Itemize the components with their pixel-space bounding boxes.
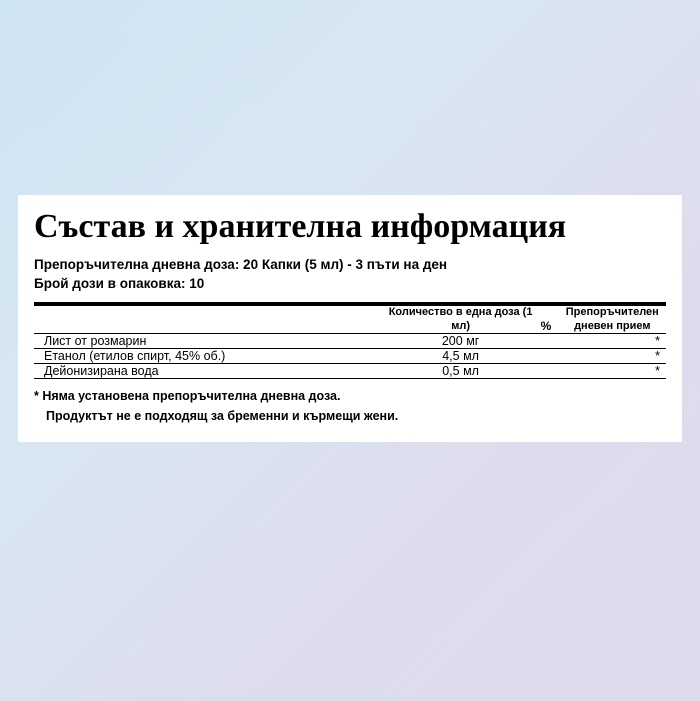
- column-header-blank: [34, 306, 388, 334]
- ingredient-name: Етанол (етилов спирт, 45% об.): [34, 349, 388, 364]
- footnotes: [34, 386, 666, 426]
- ingredient-percent: [533, 334, 558, 349]
- column-header-amount-per-serving: Количество в една доза (1 мл): [388, 305, 533, 332]
- servings-per-container-line: Брой дози в опаковка: 10: [34, 276, 205, 292]
- ingredient-amount: 200 мг: [388, 334, 533, 349]
- ingredient-name: Лист от розмарин: [34, 334, 388, 349]
- column-header-daily-value: Препоръчителен дневен прием: [565, 305, 659, 332]
- ingredient-daily-value: *: [559, 334, 666, 349]
- divider-thin-bottom: [34, 378, 666, 379]
- ingredient-percent: [533, 364, 558, 379]
- ingredient-daily-value: *: [559, 364, 666, 379]
- table-row: [34, 334, 666, 349]
- ingredient-daily-value: *: [559, 349, 666, 364]
- nutrition-facts-table: [34, 306, 666, 379]
- table-row: [34, 364, 666, 379]
- table-row: [34, 349, 666, 364]
- serving-info: [34, 255, 666, 294]
- ingredient-name: Дейонизирана вода: [34, 364, 388, 379]
- ingredient-amount: 0,5 мл: [388, 364, 533, 379]
- footnote-daily-value: * Няма установена препоръчителна дневна доза.: [34, 389, 341, 404]
- table-header-row: [34, 306, 666, 334]
- ingredient-amount: 4,5 мл: [388, 349, 533, 364]
- serving-size-line: Препоръчителна дневна доза: 20 Капки (5 мл) - 3 пъти на ден: [34, 256, 448, 272]
- page-title: Състав и хранителна информация: [34, 208, 567, 245]
- nutrition-label-panel: [18, 195, 682, 442]
- column-header-percent-symbol: %: [540, 319, 552, 334]
- footnote-warning: Продуктът не е подходящ за бременни и кърмещи жени.: [46, 409, 399, 424]
- ingredient-percent: [533, 349, 558, 364]
